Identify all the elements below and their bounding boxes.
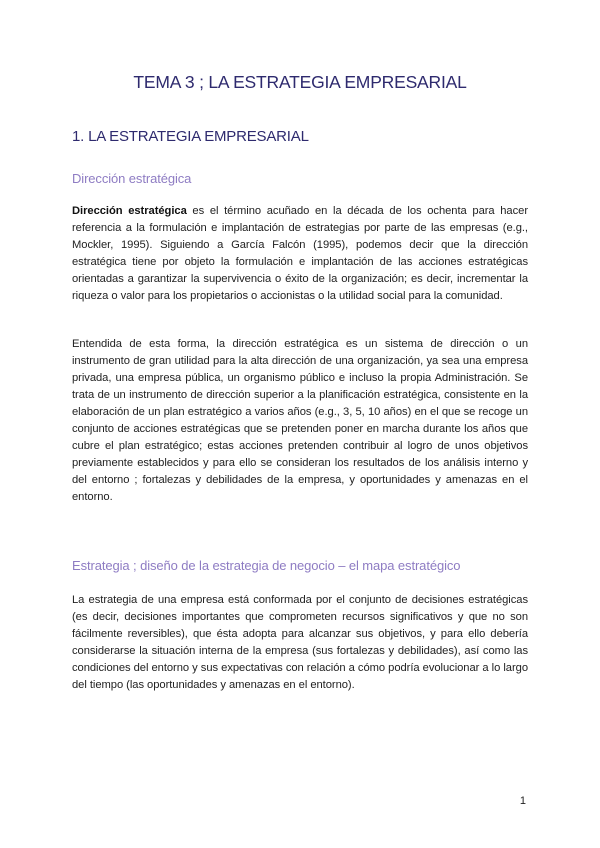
subsection-heading-direccion: Dirección estratégica xyxy=(72,171,192,186)
paragraph-text: es el término acuñado en la década de los ochenta para hacer referencia a la formulación e implantación de estrategias por parte de las empresas (e.g., Mockler, 1995). Siguiendo a García Falcón (1995), podemos decir que la dirección estratégica tiene por objeto la formulación e implantación de las acciones estratégicas orientadas a garantizar la supervivencia o éxito de la organización; es decir, incrementar la riqueza o valor para los propietarios o accionistas o la utilidad social para la comunidad. xyxy=(72,205,528,302)
document-title: TEMA 3 ; LA ESTRATEGIA EMPRESARIAL xyxy=(133,72,467,92)
paragraph-direccion-1 xyxy=(72,203,528,305)
bold-term: Dirección estratégica xyxy=(72,205,187,217)
paragraph-estrategia-1: La estrategia de una empresa está conformada por el conjunto de decisiones estratégicas (es decir, decisiones importantes que comprometen recursos significativos y que no son fácilmente reversibles), que ésta adopta para alcanzar sus objetivos, y para ello debería considerarse la situación interna de la empresa (sus fortalezas y debilidades), así como las condiciones del entorno y sus expectativas con relación a cómo podría evolucionar a lo largo del tiempo (las oportunidades y amenazas en el entorno). xyxy=(72,594,528,691)
section-heading: 1. LA ESTRATEGIA EMPRESARIAL xyxy=(72,128,309,145)
subsection-heading-estrategia: Estrategia ; diseño de la estrategia de negocio – el mapa estratégico xyxy=(72,558,461,573)
page-number: 1 xyxy=(519,795,526,807)
paragraph-direccion-2: Entendida de esta forma, la dirección estratégica es un sistema de dirección o un instrumento de gran utilidad para la alta dirección de una organización, ya sea una empresa privada, una empresa pública, un organismo público e incluso la propia Administración. Se trata de un instrumento de dirección superior a la planificación estratégica, consistente en la elaboración de un plan estratégico a varios años (e.g., 3, 5, 10 años) en el que se recoge un conjunto de acciones estratégicas que se pretenden poner en marcha durante los años que cubre el plan estratégico; estas acciones pretenden contribuir al logro de unos objetivos previamente establecidos y para ello se consideran los resultados de los análisis interno y del entorno ; fortalezas y debilidades de la empresa, y oportunidades y amenazas en el entorno. xyxy=(72,338,528,503)
